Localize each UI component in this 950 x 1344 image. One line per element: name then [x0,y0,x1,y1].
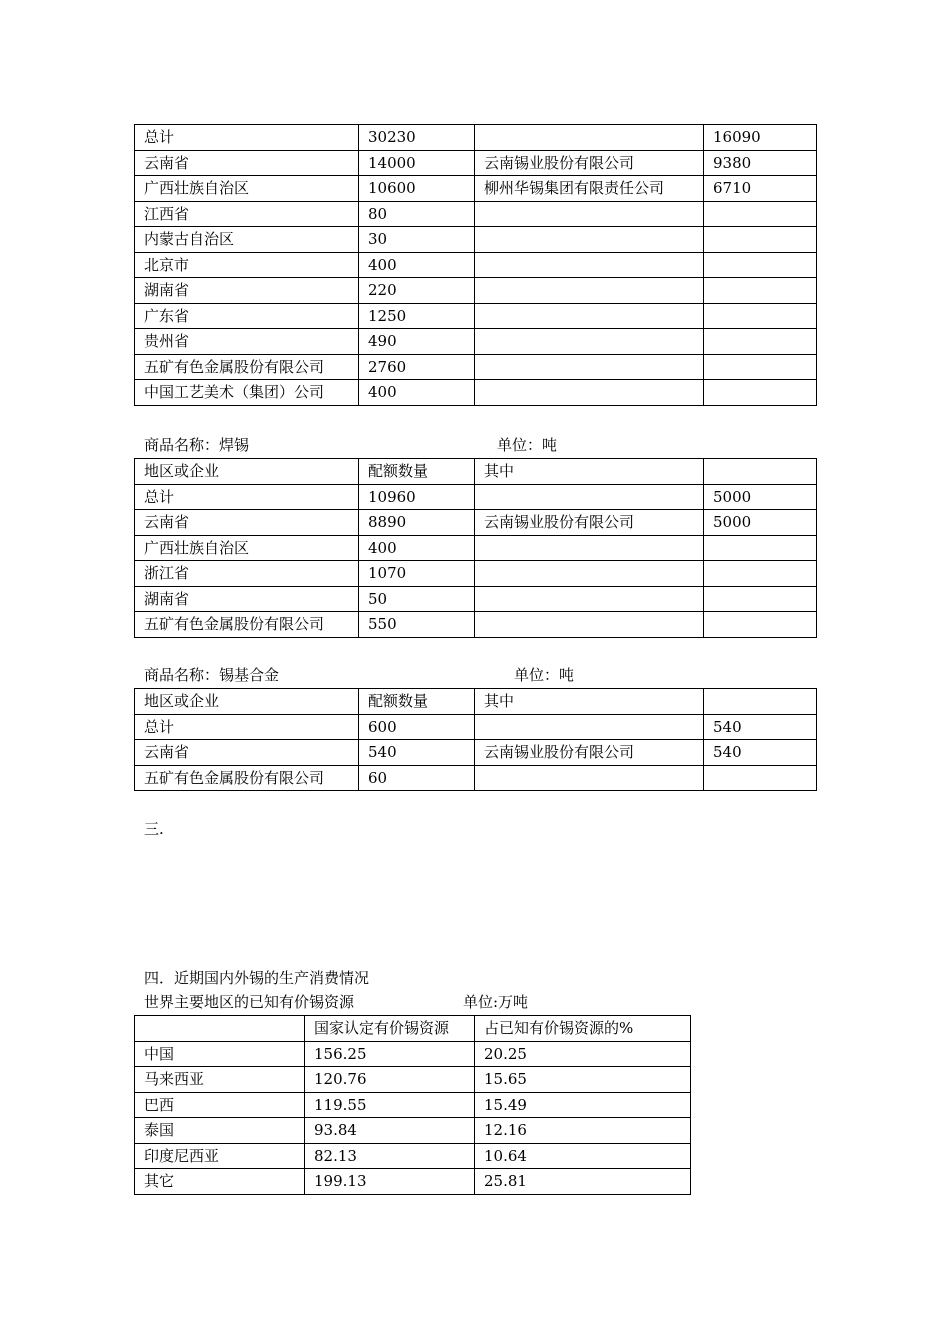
table-cell: 五矿有色金属股份有限公司 [135,765,359,791]
table-cell [704,354,817,380]
unit-label-solder: 单位：吨 [497,436,558,454]
table-cell [475,201,704,227]
table-row [135,150,817,176]
table-cell: 占已知有价锡资源的% [475,1016,691,1042]
table-row [135,1169,691,1195]
table-row [135,227,817,253]
table-row [135,329,817,355]
table-cell: 总计 [135,714,359,740]
table-cell: 五矿有色金属股份有限公司 [135,612,359,638]
table-cell: 云南省 [135,510,359,536]
table-cell: 江西省 [135,201,359,227]
table-row [135,1118,691,1144]
table-cell: 119.55 [305,1092,475,1118]
table-cell [704,765,817,791]
table-row [135,1067,691,1093]
table-cell: 其中 [475,689,704,715]
table-row [135,459,817,485]
section-heading-3: 三. [144,820,164,838]
table-row [135,689,817,715]
table-cell: 云南省 [135,740,359,766]
table-cell: 内蒙古自治区 [135,227,359,253]
table-cell: 地区或企业 [135,459,359,485]
table-row [135,765,817,791]
table-cell [704,278,817,304]
table-cell: 2760 [359,354,475,380]
table-row [135,1143,691,1169]
table-cell: 8890 [359,510,475,536]
table-cell [704,535,817,561]
table-row [135,510,817,536]
table-row [135,1092,691,1118]
table-cell [475,380,704,406]
table-cell: 泰国 [135,1118,305,1144]
resources-unit: 单位:万吨 [463,993,529,1011]
table-cell: 220 [359,278,475,304]
tin-resources-table [134,1015,691,1195]
table-cell [475,303,704,329]
table-row [135,561,817,587]
table-cell [475,227,704,253]
table-cell: 20.25 [475,1041,691,1067]
table-cell: 广西壮族自治区 [135,535,359,561]
table-cell [475,354,704,380]
table-cell: 540 [704,714,817,740]
quota-table-tin-alloy [134,688,817,791]
table-cell: 60 [359,765,475,791]
table-cell [475,484,704,510]
table-cell: 配额数量 [359,459,475,485]
table-cell: 印度尼西亚 [135,1143,305,1169]
table-cell [704,303,817,329]
table-cell: 25.81 [475,1169,691,1195]
table-row [135,201,817,227]
table-row [135,1016,691,1042]
table-cell [475,278,704,304]
table-cell [135,1016,305,1042]
table-cell: 其它 [135,1169,305,1195]
table-cell: 540 [359,740,475,766]
table-cell: 云南锡业股份有限公司 [475,510,704,536]
table-cell: 10600 [359,176,475,202]
table-cell: 82.13 [305,1143,475,1169]
table-cell: 199.13 [305,1169,475,1195]
product-name-solder: 商品名称：焊锡 [144,436,250,454]
table-row [135,740,817,766]
table-cell: 云南锡业股份有限公司 [475,150,704,176]
table-cell: 地区或企业 [135,689,359,715]
table-cell: 云南锡业股份有限公司 [475,740,704,766]
table-cell: 400 [359,380,475,406]
table-cell: 14000 [359,150,475,176]
table-cell: 15.65 [475,1067,691,1093]
table-cell: 中国 [135,1041,305,1067]
table-cell: 9380 [704,150,817,176]
table-cell: 北京市 [135,252,359,278]
table-cell: 600 [359,714,475,740]
table-cell: 广西壮族自治区 [135,176,359,202]
table-cell: 30 [359,227,475,253]
table-cell [475,535,704,561]
table-cell: 5000 [704,484,817,510]
table-cell: 1070 [359,561,475,587]
table-cell: 五矿有色金属股份有限公司 [135,354,359,380]
table-cell: 总计 [135,484,359,510]
table-cell: 12.16 [475,1118,691,1144]
table-cell [475,329,704,355]
table-cell [704,459,817,485]
table-cell [704,227,817,253]
table-cell [475,125,704,151]
product-name-tin-alloy: 商品名称：锡基合金 [144,666,280,684]
table-cell [704,612,817,638]
table-cell: 柳州华锡集团有限责任公司 [475,176,704,202]
unit-label-tin-alloy: 单位：吨 [514,666,575,684]
table-row [135,303,817,329]
table-cell: 马来西亚 [135,1067,305,1093]
table-cell: 10960 [359,484,475,510]
table-cell: 总计 [135,125,359,151]
table-cell: 540 [704,740,817,766]
table-cell: 490 [359,329,475,355]
table-cell: 30230 [359,125,475,151]
table-row [135,125,817,151]
table-cell: 550 [359,612,475,638]
table-row [135,586,817,612]
table-cell: 湖南省 [135,278,359,304]
table-cell [704,329,817,355]
table-cell [475,714,704,740]
table-cell: 巴西 [135,1092,305,1118]
table-cell: 配额数量 [359,689,475,715]
table-cell: 国家认定有价锡资源 [305,1016,475,1042]
table-cell [475,765,704,791]
table-cell: 贵州省 [135,329,359,355]
table-cell: 50 [359,586,475,612]
table-cell: 6710 [704,176,817,202]
table-cell: 93.84 [305,1118,475,1144]
section-heading-4: 四．近期国内外锡的生产消费情况 [144,969,370,987]
table-cell: 云南省 [135,150,359,176]
table-row [135,535,817,561]
table-row [135,252,817,278]
table-row [135,354,817,380]
table-cell: 400 [359,252,475,278]
table-cell [475,586,704,612]
table-cell: 80 [359,201,475,227]
table-cell [704,201,817,227]
table-cell: 10.64 [475,1143,691,1169]
table-cell [704,561,817,587]
table-cell: 广东省 [135,303,359,329]
quota-table-solder [134,458,817,638]
table-row [135,612,817,638]
table-row [135,1041,691,1067]
table-cell: 湖南省 [135,586,359,612]
table-cell: 16090 [704,125,817,151]
table-cell [704,586,817,612]
table-cell: 400 [359,535,475,561]
table-cell [704,689,817,715]
table-cell [475,612,704,638]
quota-table-tin [134,124,817,406]
resources-title: 世界主要地区的已知有价锡资源 [144,993,355,1011]
table-cell: 120.76 [305,1067,475,1093]
table-row [135,176,817,202]
table-cell: 浙江省 [135,561,359,587]
table-cell [475,252,704,278]
table-cell: 1250 [359,303,475,329]
table-cell: 5000 [704,510,817,536]
table-row [135,278,817,304]
table-cell [475,561,704,587]
table-cell [704,380,817,406]
table-cell: 15.49 [475,1092,691,1118]
table-cell: 中国工艺美术（集团）公司 [135,380,359,406]
table-row [135,484,817,510]
table-cell [704,252,817,278]
table-cell: 其中 [475,459,704,485]
table-row [135,714,817,740]
table-cell: 156.25 [305,1041,475,1067]
table-row [135,380,817,406]
